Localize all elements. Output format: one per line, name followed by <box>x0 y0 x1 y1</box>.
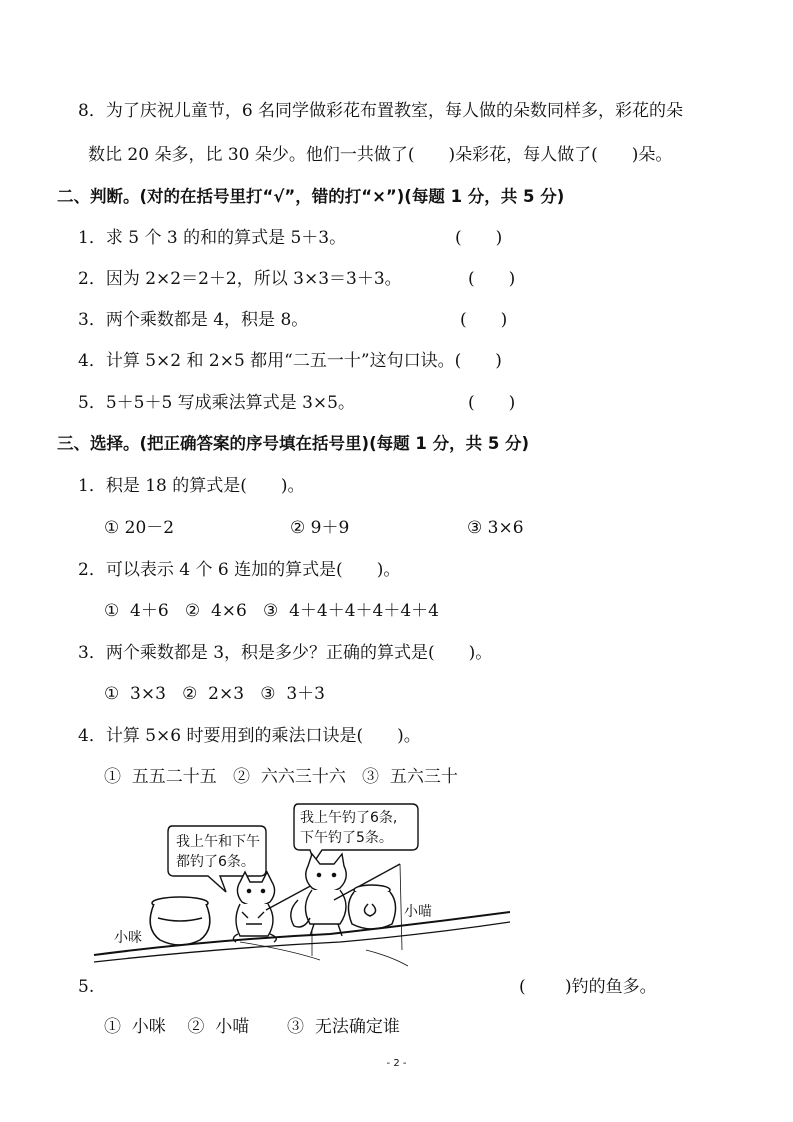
choice-q3: 3．两个乘数都是 3，积是多少？正确的算式是( )。 <box>78 643 493 663</box>
section2-heading: 二、判断。(对的在括号里打“√”，错的打“×”)(每题 1 分，共 5 分) <box>57 187 565 206</box>
bubble-right-line1: 我上午钓了6条, <box>300 810 398 826</box>
judge-bracket-1[interactable]: ( ) <box>455 228 503 248</box>
judge-item-1: 1．求 5 个 3 的和的算式是 5＋3。 <box>78 228 347 248</box>
choice-q4: 4．计算 5×6 时要用到的乘法口诀是( )。 <box>78 726 421 746</box>
cat-xiaomiao <box>291 854 346 936</box>
choice-q1: 1．积是 18 的算式是( )。 <box>78 476 305 496</box>
q8-line2: 数比 20 朵多，比 30 朵少。他们一共做了( )朵彩花，每人做了( )朵。 <box>88 145 673 165</box>
fishing-cats-illustration <box>90 800 510 970</box>
fish-bowl-left <box>150 897 210 945</box>
judge-item-3: 3．两个乘数都是 4，积是 8。 <box>78 310 309 330</box>
q8-line1: 8．为了庆祝儿童节，6 名同学做彩花布置教室，每人做的朵数同样多，彩花的朵 <box>78 101 684 121</box>
judge-bracket-5[interactable]: ( ) <box>468 393 516 413</box>
judge-bracket-2[interactable]: ( ) <box>468 269 516 289</box>
judge-item-5: 5．5＋5＋5 写成乘法算式是 3×5。 <box>78 393 355 413</box>
bubble-left-line2: 都钓了6条。 <box>176 854 255 870</box>
choice-q3-opts[interactable]: ① 3×3 ② 2×3 ③ 3＋3 <box>104 684 325 704</box>
choice-q1-opt2[interactable]: ② 9＋9 <box>290 518 350 538</box>
bubble-left-line1: 我上午和下午 <box>176 834 260 850</box>
choice-q4-opts[interactable]: ① 五五二十五 ② 六六三十六 ③ 五六三十 <box>104 767 458 787</box>
speech-bubble-right <box>294 804 418 862</box>
fish-jar-right <box>348 885 395 929</box>
cat-xiaomi <box>233 872 276 942</box>
label-xiaomi: 小咪 <box>114 930 142 946</box>
choice-q2-opts[interactable]: ① 4＋6 ② 4×6 ③ 4＋4＋4＋4＋4＋4 <box>104 601 439 621</box>
judge-bracket-3[interactable]: ( ) <box>460 310 508 330</box>
choice-q2: 2．可以表示 4 个 6 连加的算式是( )。 <box>78 560 401 580</box>
choice-q5-number: 5. <box>78 977 95 997</box>
choice-q5-opts[interactable]: ① 小咪 ② 小喵 ③ 无法确定谁 <box>104 1017 400 1037</box>
judge-item-2: 2．因为 2×2＝2＋2，所以 3×3＝3＋3。 <box>78 269 402 289</box>
choice-q1-opt1[interactable]: ① 20－2 <box>104 518 175 538</box>
section3-heading: 三、选择。(把正确答案的序号填在括号里)(每题 1 分，共 5 分) <box>57 434 530 453</box>
label-xiaomiao: 小喵 <box>404 904 432 920</box>
judge-item-4: 4．计算 5×2 和 2×5 都用“二五一十”这句口诀。( ) <box>78 351 502 371</box>
choice-q1-opt3[interactable]: ③ 3×6 <box>467 518 524 538</box>
page-number: - 2 - <box>386 1058 407 1069</box>
bubble-right-line2: 下午钓了5条。 <box>300 830 393 846</box>
choice-q5-tail[interactable]: ( )钓的鱼多。 <box>519 977 657 997</box>
